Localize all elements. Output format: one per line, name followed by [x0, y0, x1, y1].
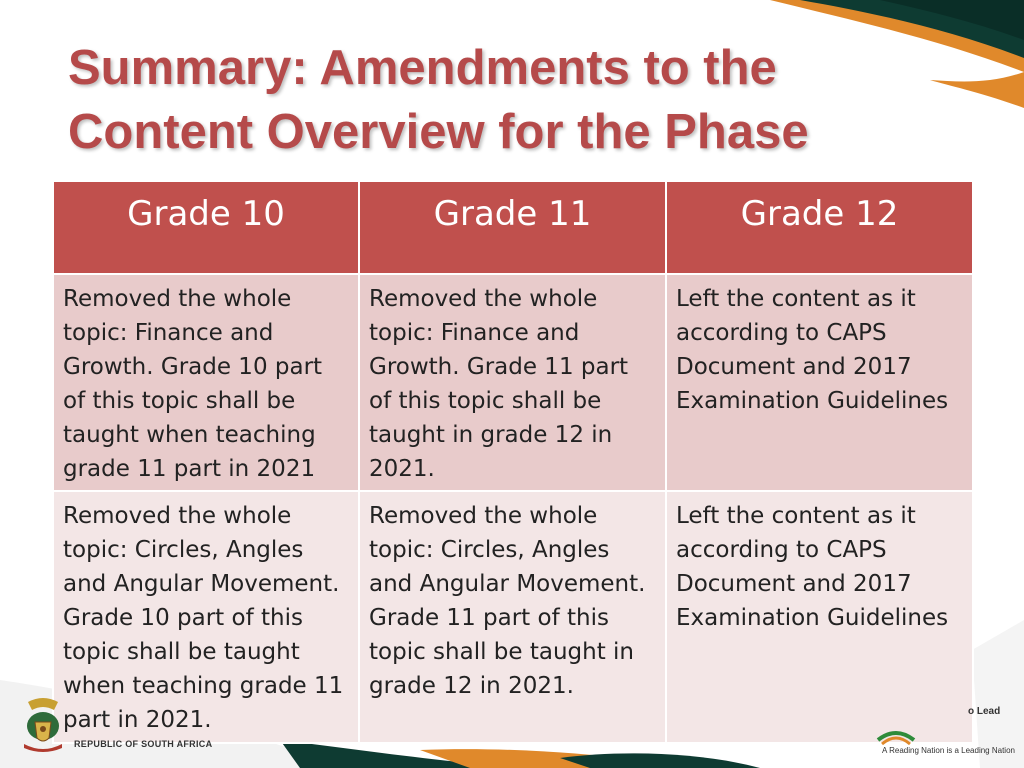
table-cell: Left the content as it according to CAPS Document and 2017 Examination Guidelines [666, 491, 973, 743]
motto-label: A Reading Nation is a Leading Nation [882, 746, 1015, 755]
header-grade-11: Grade 11 [359, 181, 666, 274]
table-row [53, 491, 973, 743]
header-grade-12: Grade 12 [666, 181, 973, 274]
table-header-row [53, 181, 973, 274]
table-cell: Removed the whole topic: Finance and Growth. Grade 10 part of this topic shall be taught when teaching grade 11 part in 2021 [53, 274, 359, 491]
amendments-table [52, 180, 974, 744]
table-cell: Left the content as it according to CAPS Document and 2017 Examination Guidelines [666, 274, 973, 491]
table-cell: Removed the whole topic: Circles, Angles and Angular Movement. Grade 11 part of this topic shall be taught in grade 12 in 2021. [359, 491, 666, 743]
header-grade-10: Grade 10 [53, 181, 359, 274]
coat-of-arms-icon [18, 696, 68, 754]
table-cell: Removed the whole topic: Circles, Angles and Angular Movement. Grade 10 part of this topic shall be taught when teaching grade 11 part in 2021. [53, 491, 359, 743]
lead-slogan-fragment: o Lead [968, 706, 1001, 717]
table-cell: Removed the whole topic: Finance and Growth. Grade 11 part of this topic shall be taught in grade 12 in 2021. [359, 274, 666, 491]
country-label: REPUBLIC OF SOUTH AFRICA [74, 739, 213, 749]
table-row [53, 274, 973, 491]
slide-title: Summary: Amendments to the Content Overview for the Phase [68, 41, 809, 159]
reading-nation-logo-icon [876, 722, 916, 746]
